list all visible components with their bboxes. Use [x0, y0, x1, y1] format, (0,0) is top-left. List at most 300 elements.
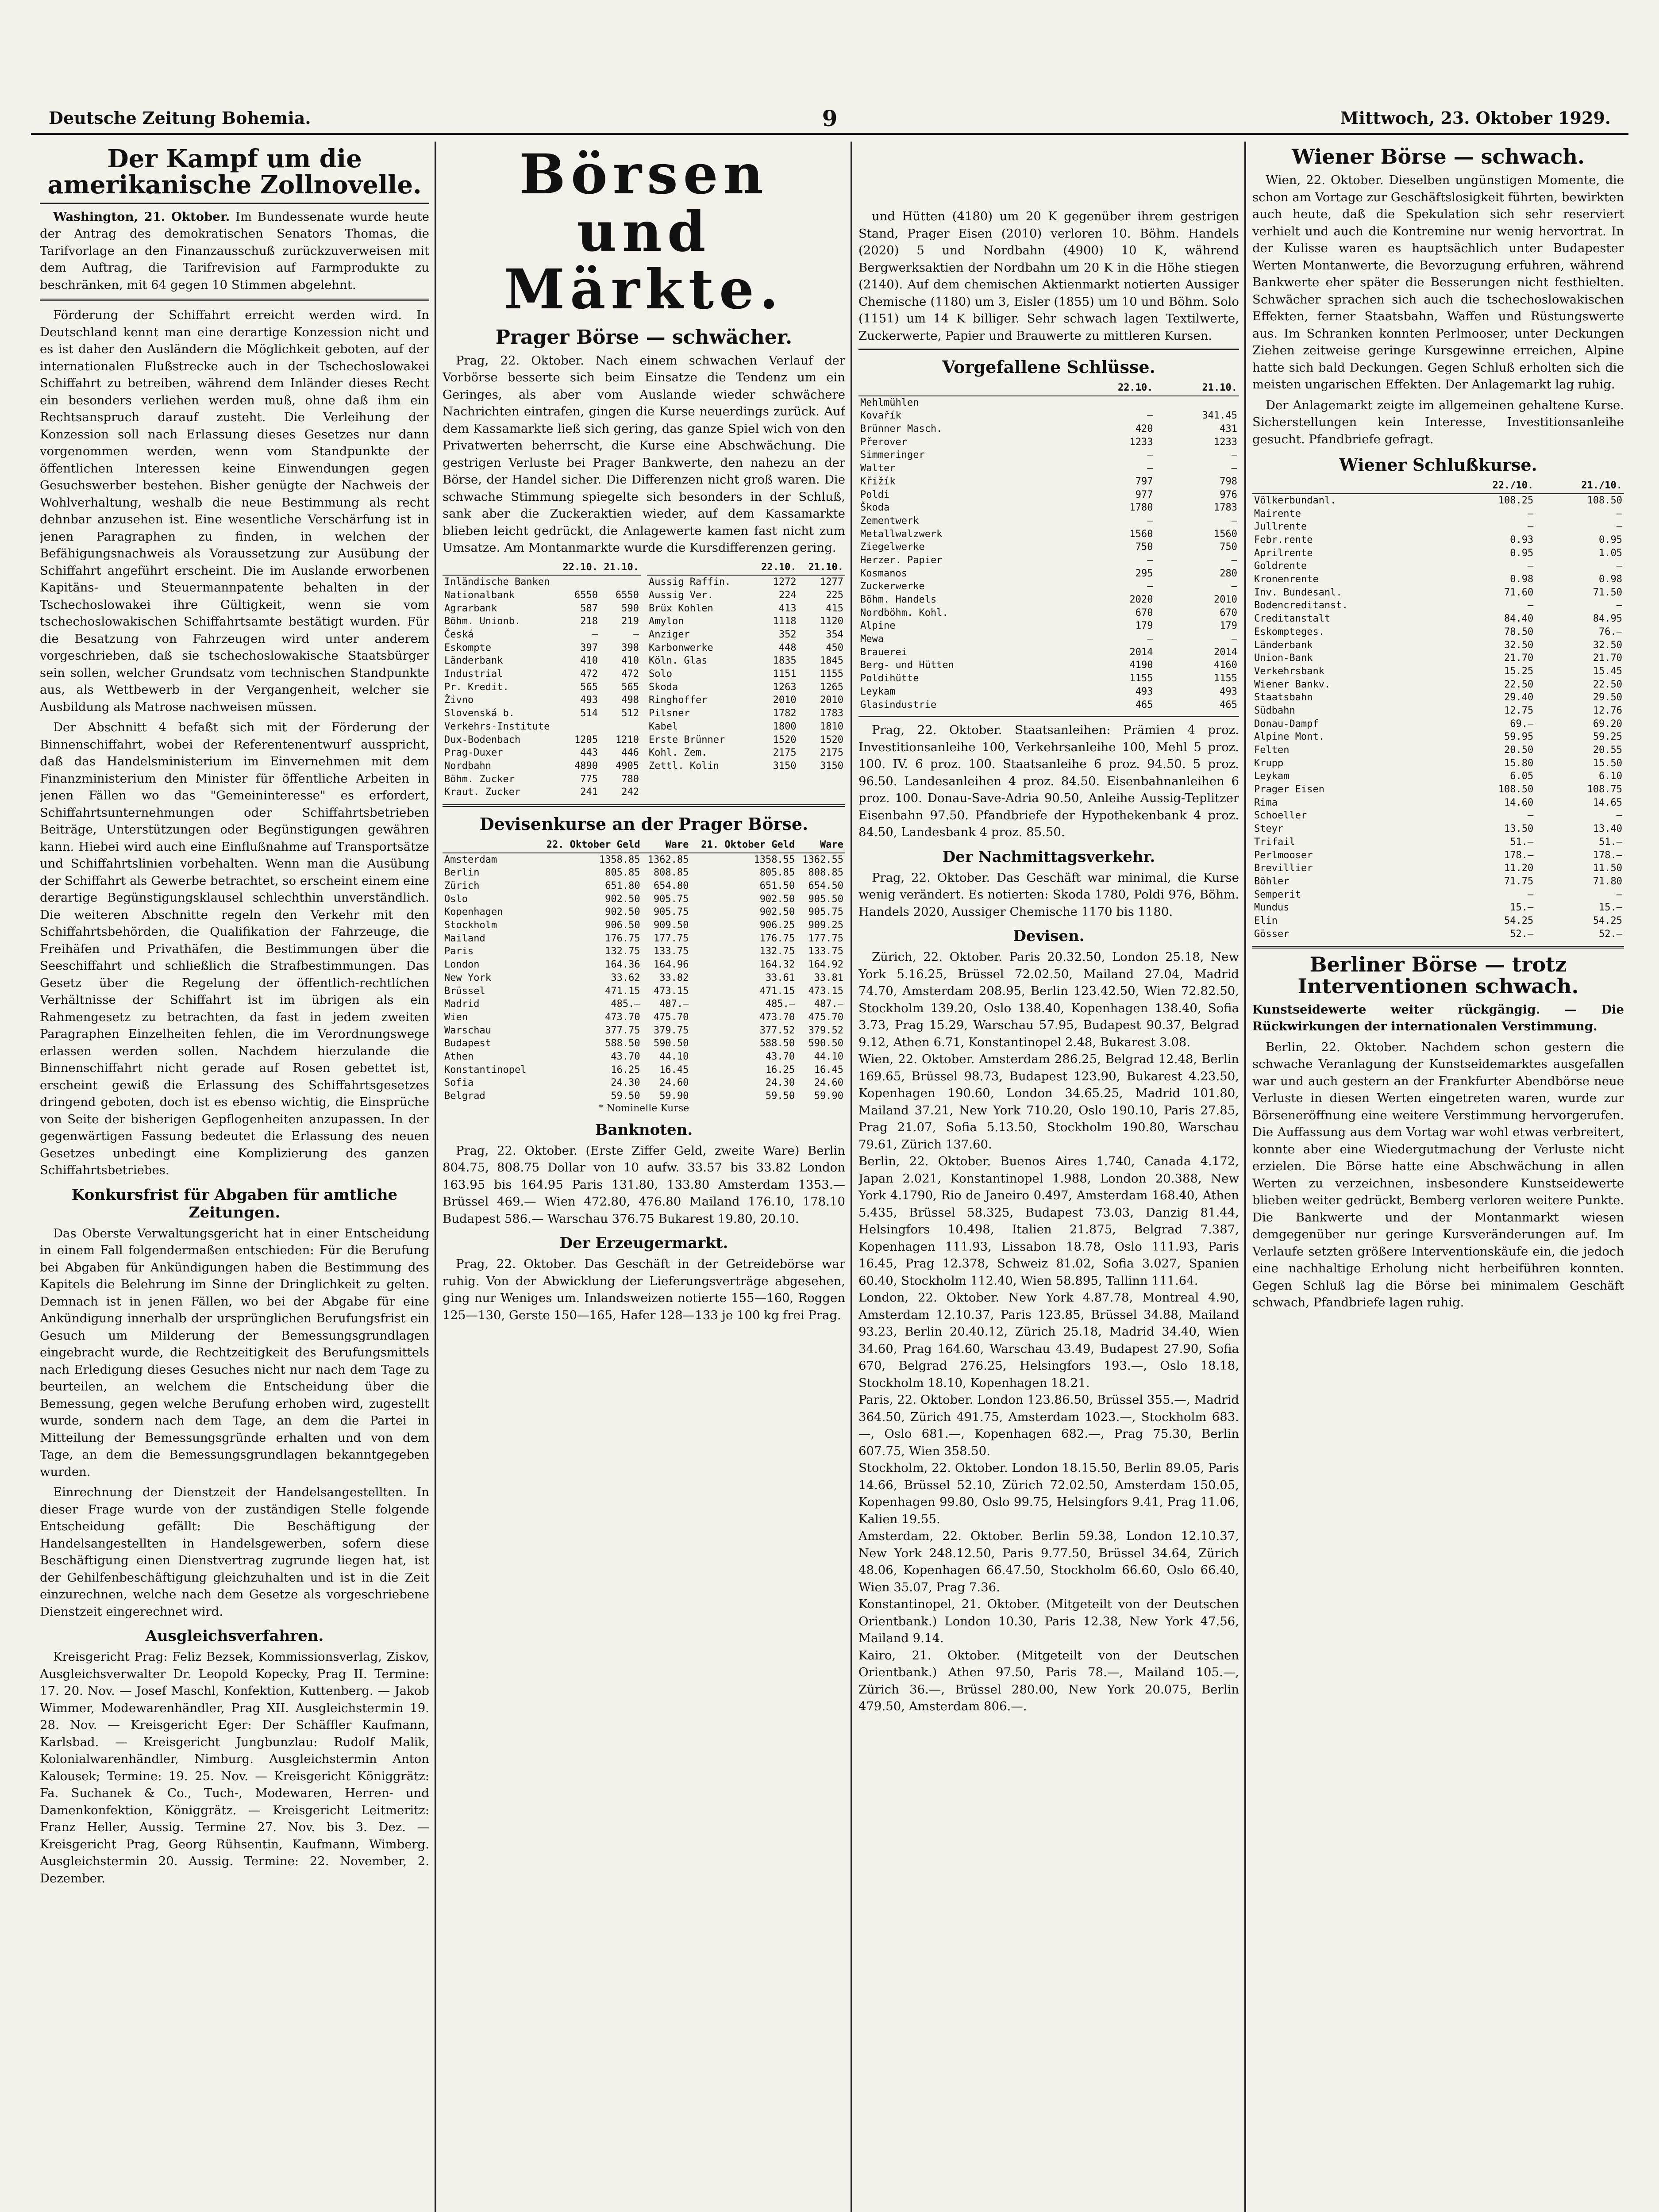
berlin-headline: Berliner Börse — trotz Interventionen schwach.: [1297, 952, 1579, 998]
table-cell: 1233: [1129, 436, 1153, 448]
table-row: [1252, 678, 1624, 691]
table-cell: 2014: [1214, 646, 1237, 658]
table-cell: 84.95: [1593, 613, 1622, 625]
table-cell: —: [1231, 634, 1237, 645]
table-cell: Staatsbahn: [1254, 692, 1313, 703]
table-cell: 178.—: [1593, 849, 1622, 861]
table-cell: 473.70: [605, 1011, 640, 1023]
table-cell: 1205: [574, 734, 598, 745]
table-cell: [558, 575, 600, 589]
table-cell: 0.98: [1510, 574, 1534, 585]
table-row: [1252, 652, 1624, 665]
table-cell: 6.05: [1510, 771, 1534, 782]
table-cell: Aussig Raffin.: [649, 576, 731, 588]
table-cell: 472: [580, 668, 598, 680]
table-cell: —: [1527, 508, 1534, 519]
table-cell: 471.15: [605, 985, 640, 997]
table-cell: 2014: [1129, 646, 1153, 658]
table-cell: 1151: [773, 668, 797, 680]
table-row: [443, 681, 641, 694]
column-rule: [435, 142, 436, 2212]
table-cell: Zuckerwerke: [860, 581, 925, 592]
table-cell: —: [592, 629, 598, 640]
table-cell: 178.—: [1504, 849, 1534, 861]
table-row: [443, 615, 641, 628]
afternoon-title: Der Nachmittagsverkehr.: [942, 848, 1155, 866]
banknotes-text: Prag, 22. Oktober. (Erste Ziffer Geld, zweite Ware) Berlin 804.75, 808.75 Dollar von 10 aufw. 33.57 bis 33.82 London 163.95 bis 164.95 Paris 131.80, 133.80 Amsterdam 1353.— Brüssel 469.— Wien 472.80, 476.80 Mailand 176.10, 178.10 Budapest 586.— Warschau 376.75 Bukarest 19.80, 20.10.: [443, 1143, 845, 1226]
table-cell: 33.61: [765, 972, 795, 983]
table-cell: Creditanstalt: [1254, 613, 1331, 625]
table-cell: 59.50: [611, 1091, 640, 1102]
table-header: [858, 380, 1070, 396]
table-cell: 485.—: [765, 998, 795, 1010]
table-cell: 179: [1135, 620, 1153, 632]
table-cell: Steyr: [1254, 823, 1284, 835]
table-cell: 32.50: [1593, 639, 1622, 651]
table-cell: Eskompteges.: [1254, 626, 1324, 637]
table-row: [1252, 862, 1624, 875]
table-cell: Eskompte: [444, 642, 491, 653]
table-cell: 71.75: [1504, 876, 1534, 887]
table-row: [1252, 534, 1624, 547]
table-row: [1252, 507, 1624, 521]
table-row: [647, 733, 845, 747]
table-cell: 805.85: [759, 867, 795, 879]
table-cell: Febr.rente: [1254, 534, 1313, 546]
table-header: [443, 837, 536, 853]
table-cell: 16.25: [765, 1064, 795, 1075]
table-cell: 354: [826, 629, 843, 640]
page-number: 9: [822, 105, 838, 131]
table-row: [647, 746, 845, 760]
berlin-subhead: Kunstseidewerte weiter rückgängig. — Die Rückwirkungen der internationalen Verstimmung.: [1252, 1002, 1624, 1034]
table-cell: Wien: [444, 1011, 468, 1023]
table-cell: 1120: [820, 616, 843, 627]
table-row: [443, 879, 845, 893]
table-cell: Elin: [1254, 915, 1278, 926]
berlin-text: Berlin, 22. Oktober. Nachdem schon gestern die schwache Veranlagung der Kunstseidemarktes ausgefallen war und auch gestern an der Frankfurter Abendbörse neue Verluste in diesen Werten eingetreten waren, wurde zur Börseneröffnung eine weitere Verstimmung hervorgerufen. Die Auffassung aus dem Vortag war wohl etwas verbreitert, konnte aber eine Wiedergutmachung der Verluste nicht erzielen. Die Börse hatte eine Abschwächung in allen Werten zu verzeichnen, insbesondere Kunstseidewerte blieben weiter gedrückt, Bemberg verloren weitere Punkte. Die Bankwerte und der Montanmarkt wiesen demgegenüber nur geringe Kursveränderungen auf. Im Verlaufe setzten größere Interventionskäufe ein, die jedoch eine nachhaltige Erholung nicht herbeiführen konnten. Gegen Schluß lag die Börse bei minimalem Geschäft schwach, Pfandbriefe lagen ruhig.: [1252, 1040, 1624, 1310]
table-cell: 905.75: [653, 893, 689, 905]
table-cell: 59.90: [659, 1091, 689, 1102]
table-cell: 219: [621, 616, 639, 627]
table-cell: 44.10: [659, 1051, 689, 1062]
table-cell: 32.50: [1504, 639, 1534, 651]
table-cell: 1155: [1214, 673, 1237, 684]
table-cell: Metallwalzwerk: [860, 528, 943, 540]
table-cell: 431: [1220, 423, 1237, 435]
table-cell: Verkehrs-Institute: [444, 721, 550, 732]
table-cell: 352: [778, 629, 797, 640]
table-row: [1252, 796, 1624, 810]
table-cell: 472: [621, 668, 639, 680]
table-cell: —: [1616, 600, 1622, 611]
table-cell: 4190: [1129, 660, 1153, 671]
table-cell: 2010: [773, 695, 797, 706]
table-cell: 565: [580, 681, 598, 693]
table-cell: 78.50: [1504, 626, 1534, 637]
table-cell: —: [1616, 889, 1622, 900]
table-cell: Zürich: [444, 880, 480, 891]
table-cell: 780: [621, 773, 639, 785]
table-cell: —: [1147, 634, 1153, 645]
table-cell: 377.52: [759, 1025, 795, 1036]
table-cell: Mailand: [444, 933, 485, 944]
table-row: [1252, 691, 1624, 704]
wien-text: Wien, 22. Oktober. Dieselben ungünstigen Momente, die schon am Vortage zur Geschäftslosigkeit führten, bewirkten auch heute, daß die Spekulation sich sehr reserviert verhielt und auch die Kontremine nur wenig hervortrat. In der Kulisse waren es hauptsächlich unter Budapester Werten Montanwerte, die Bevorzugung erfuhren, während Bankwerte eher später die Besserungen nicht festhielten. Schwächer sprachen sich auch die tschechoslowakischen Effekten, ferner Staatsbahn, Waffen und Rüstungswerte aus. Im Schranken konnten Perlmooser, unter Deckungen Ziehen zeitweise geringe Kursgewinne erreichen, Alpine hatte sich bald Deckungen. Gegen Schluß erholten sich die meisten ungarischen Effekten. Der Anlagemarkt lag ruhig.: [1252, 173, 1624, 392]
table-cell: Athen: [444, 1051, 474, 1062]
table-cell: 218: [580, 616, 598, 627]
table-header: [1252, 478, 1446, 494]
table-cell: 33.81: [814, 972, 843, 983]
table-cell: 797: [1135, 476, 1153, 487]
table-cell: Anziger: [649, 629, 690, 640]
table-row: [443, 786, 641, 799]
table-row: [858, 619, 1239, 633]
table-cell: Köln. Glas: [649, 655, 708, 667]
table-row: [858, 633, 1239, 646]
table-row: [443, 853, 845, 867]
table-cell: 16.45: [659, 1064, 689, 1075]
notice-paragraph: Kreisgericht Prag: Feliz Bezsek, Kommissionsverlag, Ziskov, Ausgleichsverwalter Dr. Leopold Kopecky, Prag II. Termine: 17. 20. Nov. — Josef Maschl, Konfektion, Kuttenberg. — Jakob Wimmer, Modewarenhändler, Prag XII. Ausgleichstermin 19. 28. Nov. — Kreisgericht Eger: Der Schäffler Kaufmann, Karlsbad. — Kreisgericht Jungbunzlau: Rudolf Malik, Kolonialwarenhändler, Nimburg. Ausgleichstermin Anton Kalousek; Termine: 19. 25. Nov. — Kreisgericht Königgrätz: Fa. Suchanek & Co., Tuch-, Modewaren, Herren- und Damenkonfektion, Königgrätz. — Kreisgericht Leitmeritz: Franz Heller, Aussig. Termine 27. Nov. bis 3. Dez. — Kreisgericht Prag, Georg Rühsentin, Kaufmann, Wimberg. Ausgleichstermin 20. Aussig. Termine: 22. November, 2. Dezember.: [40, 1650, 429, 1886]
table-cell: 808.85: [808, 867, 843, 879]
table-cell: 6.10: [1599, 771, 1622, 782]
table-row: [443, 985, 845, 998]
table-row: [443, 602, 641, 615]
table-cell: —: [1527, 600, 1534, 611]
table-cell: London: [444, 959, 480, 971]
table-row: [443, 945, 845, 958]
table-cell: Böhm. Handels: [860, 594, 937, 605]
table-cell: Jullrente: [1254, 521, 1307, 533]
table-cell: 977: [1135, 489, 1153, 500]
table-row: [858, 449, 1239, 462]
table-header: 21.10.: [600, 560, 641, 576]
table-cell: Brüx Kohlen: [649, 603, 713, 614]
table-cell: —: [1527, 810, 1534, 822]
table-cell: 108.75: [1587, 784, 1622, 795]
table-cell: Česká: [444, 629, 474, 640]
table-cell: Solo: [649, 668, 672, 680]
table-row: [443, 668, 641, 681]
table-cell: 446: [621, 747, 639, 759]
table-cell: Südbahn: [1254, 705, 1295, 716]
table-row: [1252, 573, 1624, 586]
fx-title: Devisen.: [1013, 927, 1085, 945]
table-cell: 587: [580, 603, 598, 614]
table-row: [443, 1050, 845, 1064]
table-cell: Kabel: [649, 721, 678, 732]
table-cell: 487.—: [814, 998, 843, 1010]
table-cell: Berlin: [444, 867, 480, 879]
table-cell: 1358.85: [599, 854, 640, 865]
table-cell: 1362.85: [647, 854, 689, 865]
table-cell: 176.75: [605, 933, 640, 944]
table-cell: Nationalbank: [444, 589, 515, 601]
table-cell: Donau-Dampf: [1254, 718, 1319, 730]
table-cell: 1520: [820, 734, 843, 745]
table-cell: 1210: [616, 734, 639, 745]
newspaper-page: [31, 31, 1628, 2212]
table-cell: 1782: [773, 708, 797, 719]
table-header: [443, 560, 558, 576]
table-header: 22./10.: [1446, 478, 1535, 494]
table-cell: [1070, 396, 1155, 410]
table-cell: 512: [621, 708, 639, 719]
table-cell: 11.20: [1504, 863, 1534, 874]
table-cell: —: [1616, 508, 1622, 519]
table-cell: 1265: [820, 681, 843, 693]
table-row: [1252, 520, 1624, 534]
table-cell: 410: [621, 655, 639, 667]
table-header: 22. Oktober Geld: [536, 837, 642, 853]
table-cell: 71.50: [1593, 587, 1622, 598]
devisen-title: Devisenkurse an der Prager Börse.: [479, 814, 808, 834]
table-cell: 14.65: [1593, 797, 1622, 808]
table-row: [858, 593, 1239, 607]
table-cell: Pilsner: [649, 708, 690, 719]
table-cell: 750: [1220, 541, 1237, 553]
table-cell: 1272: [773, 576, 797, 588]
section-headline: Börsen und Märkte.: [504, 142, 784, 322]
column-rule: [1244, 142, 1246, 2212]
table-cell: 1783: [1214, 502, 1237, 514]
table-header: 21./10.: [1535, 478, 1624, 494]
table-row: [647, 668, 845, 681]
table-cell: 475.70: [653, 1011, 689, 1023]
table-row: [443, 893, 845, 906]
table-cell: 1560: [1129, 528, 1153, 540]
table-cell: 164.32: [759, 959, 795, 971]
table-cell: Völkerbundanl.: [1254, 495, 1336, 506]
grain-text: Prag, 22. Oktober. Das Geschäft in der Getreidebörse war ruhig. Von der Abwicklung der Lieferungsverträge abgesehen, ging nur Weniges um. Inlandsweizen notierte 155—160, Roggen 125—130, Gerste 150—165, Hafer 128—133 je 100 kg frei Prag.: [443, 1257, 845, 1322]
table-cell: Simmeringer: [860, 449, 925, 461]
lead-text: Im Bundessenate wurde heute der Antrag des demokratischen Senators Thomas, die Tarifvorlage an den Finanzausschuß zurückzuverweisen mit dem Auftrag, die Tarifrevision auf Farmprodukte zu beschränken, mit 64 gegen 10 Stimmen abgelehnt.: [40, 209, 429, 292]
quotes-table-right: [647, 560, 845, 773]
table-cell: Zettl. Kolin: [649, 760, 719, 772]
table-cell: 133.75: [808, 946, 843, 957]
table-cell: 71.80: [1593, 876, 1622, 887]
article-headline: Der Kampf um die amerikanische Zollnovelle.: [47, 144, 422, 200]
table-cell: 1560: [1214, 528, 1237, 540]
table-row: [1252, 744, 1624, 757]
table-cell: 498: [621, 695, 639, 706]
table-cell: —: [1231, 581, 1237, 592]
table-cell: —: [1527, 889, 1534, 900]
table-row: [443, 866, 845, 879]
notice-paragraph: Einrechnung der Dienstzeit der Handelsangestellten. In dieser Frage wurde von der zuständigen Stelle folgende Entscheidung gefällt: Die Beschäftigung der Handelsangestellten in Handelsgewerben, sofern diese Beschäftigung einen Dienstvertrag zugrunde liegen hat, ist der Gehilfenbeschäftigung gleichzuhalten und ist in die Zeit einzurechnen, welche nach dem Gesetze als vorgeschriebene Dienstzeit eingerechnet wird.: [40, 1485, 429, 1619]
article-paragraph: Förderung der Schiffahrt erreicht werden wird. In Deutschland kennt man eine derartige Konzession nicht und es ist daher den Ausländern die Möglichkeit geboten, auf der internationalen Flußstrecke auch in der Tschechoslowakei Schiffahrt zu betreiben, während dem Inländer dieses Recht ein besonders verliehen werden muß, ohne daß ihm ein Rechtsanspruch darauf zusteht. Die Verleihung der Konzession soll nach Erlassung dieses Gesetzes nur dann vorgenommen werden, wenn vom Standpunkte der öffentlichen Interessen keine Einwendungen gegen Gesuchswerber bestehen. Bisher genügte der Nachweis der Wohlverhaltung, weshalb die neue Bestimmung als recht dehnbar anzusehen ist. Eine wesentliche Verschärfung ist in jenen Paragraphen zu finden, in welchen der Befähigungsnachweis als Voraussetzung zur Ausübung der Schiffahrt angeführt erscheint. Die im Auslande erworbenen Kapitäns- und Steuermannpatente behalten in der Tschechoslowakei ihre Gültigkeit, wenn sie vom tschechoslowakischen Schiffahrtsamte bestätigt wurden. Für die Besatzung von Fahrzeugen wird unter anderem vorgeschrieben, daß sie tschechoslowakische Staatsbürger sein sollen, welcher Grundsatz vom technischen Standpunkte aus, als Wettbewerb in der Vergangenheit, welcher sie Ausbildung als Matrose nachweisen müssen.: [40, 308, 429, 714]
table-cell: Ziegelwerke: [860, 541, 925, 553]
table-row: [647, 641, 845, 655]
table-row: [1252, 547, 1624, 560]
table-cell: —: [1231, 515, 1237, 526]
table-header: 21.10.: [1155, 380, 1239, 396]
table-cell: 493: [580, 695, 598, 706]
notice-title: Ausgleichsverfahren.: [145, 1627, 324, 1645]
wien-note: Der Anlagemarkt zeigte im allgemeinen gehaltene Kurse. Sicherstellungen kein Interesse, Investitionsanleihe gesucht. Pfandbriefe gefragt.: [1252, 398, 1624, 446]
table-cell: 909.50: [653, 920, 689, 931]
table-cell: 2175: [820, 747, 843, 759]
table-cell: Belgrad: [444, 1091, 485, 1102]
table-cell: Alpine Mont.: [1254, 731, 1324, 743]
table-cell: 108.50: [1498, 784, 1534, 795]
schluesse-table: [858, 380, 1239, 711]
table-cell: Union-Bank: [1254, 653, 1313, 664]
table-cell: —: [1527, 521, 1534, 533]
table-cell: Nordböhm. Kohl.: [860, 607, 948, 618]
table-row: [443, 575, 641, 589]
table-cell: [558, 720, 600, 733]
table-cell: 905.75: [808, 906, 843, 918]
table-cell: Warschau: [444, 1025, 491, 1036]
table-cell: Felten: [1254, 745, 1289, 756]
table-cell: 415: [826, 603, 843, 614]
table-row: [858, 646, 1239, 659]
table-cell: Stockholm: [444, 920, 497, 931]
column-rule: [851, 142, 852, 2212]
table-cell: 13.40: [1593, 823, 1622, 835]
table-cell: Amylon: [649, 616, 684, 627]
devisen-table: [443, 837, 845, 1103]
table-cell: 1835: [773, 655, 797, 667]
table-row: [858, 659, 1239, 672]
table-cell: Slovenská b.: [444, 708, 515, 719]
table-row: [443, 919, 845, 932]
column-wien-berlin: [1252, 142, 1624, 2212]
table-cell: Mewa: [860, 634, 884, 645]
table-cell: 654.50: [808, 880, 843, 891]
table-row: [858, 685, 1239, 699]
table-cell: 420: [1135, 423, 1153, 435]
table-cell: Nordbahn: [444, 760, 491, 772]
table-cell: 224: [778, 589, 797, 601]
table-cell: 132.75: [605, 946, 640, 957]
table-cell: 3150: [820, 760, 843, 772]
table-header: 21.10.: [798, 560, 845, 576]
table-cell: 906.25: [759, 920, 795, 931]
table-cell: 1520: [773, 734, 797, 745]
table-cell: Schoeller: [1254, 810, 1307, 822]
table-cell: 341.45: [1202, 410, 1237, 422]
table-row: [858, 528, 1239, 541]
table-cell: —: [1147, 581, 1153, 592]
table-row: [647, 589, 845, 602]
afternoon-text: Prag, 22. Oktober. Das Geschäft war minimal, die Kurse wenig verändert. Es notierten: Skoda 1780, Poldi 976, Böhm. Handels 2020, Aussiger Chemische 1170 bis 1180.: [858, 870, 1239, 919]
masthead-title: Deutsche Zeitung Bohemia.: [49, 108, 311, 128]
table-cell: 20.55: [1593, 745, 1622, 756]
table-cell: Länderbank: [1254, 639, 1313, 651]
table-header: 22.10.: [1070, 380, 1155, 396]
table-row: [858, 515, 1239, 528]
table-cell: Kraut. Zucker: [444, 787, 521, 798]
table-row: [443, 760, 641, 773]
table-row: [858, 580, 1239, 593]
banknotes-title: Banknoten.: [595, 1121, 693, 1139]
table-cell: 2010: [1214, 594, 1237, 605]
table-cell: 902.50: [759, 906, 795, 918]
table-cell: 514: [580, 708, 598, 719]
table-cell: —: [1231, 554, 1237, 566]
table-cell: 1362.55: [802, 854, 843, 865]
table-cell: 24.30: [611, 1077, 640, 1089]
table-cell: 443: [580, 747, 598, 759]
table-row: [647, 602, 845, 615]
table-row: [1252, 836, 1624, 849]
wien-quotes-table: [1252, 478, 1624, 941]
table-row: [858, 462, 1239, 475]
table-cell: Leykam: [860, 686, 896, 697]
table-cell: 590.50: [808, 1038, 843, 1049]
table-cell: Erste Brünner: [649, 734, 725, 745]
table-row: [1252, 665, 1624, 678]
table-header: [647, 560, 751, 576]
table-cell: 12.76: [1593, 705, 1622, 716]
table-header: Ware: [642, 837, 691, 853]
issue-date: Mittwoch, 23. Oktober 1929.: [1340, 108, 1611, 128]
table-cell: Poldihütte: [860, 673, 919, 684]
table-cell: 280: [1220, 568, 1237, 579]
table-cell: Prag-Duxer: [444, 747, 503, 759]
table-cell: [600, 575, 641, 589]
table-cell: 905.50: [808, 893, 843, 905]
table-cell: —: [1616, 561, 1622, 572]
table-cell: Brünner Masch.: [860, 423, 943, 435]
table-cell: —: [1147, 449, 1153, 461]
table-cell: 2020: [1129, 594, 1153, 605]
table-cell: 4905: [616, 760, 639, 772]
table-cell: 225: [826, 589, 843, 601]
market-text: und Hütten (4180) um 20 K gegenüber ihrem gestrigen Stand, Prager Eisen (2010) verloren 10. Böhm. Handels (2020) 5 und Nordbahn (4900) 10 K, während Bergwerksaktien der Nordbahn um 20 K in die Höhe stiegen (2140). Auf dem chemischen Aktienmarkt notierten Aussiger Chemische (1180) um 3, Eisler (1855) um 10 und Böhm. Solo (1151) um 14 K billiger. Sehr schwach lagen Textilwerte, Zuckerwerte, Papier und Brauwerte zu mittleren Kursen.: [858, 209, 1239, 343]
table-cell: Bodencreditanst.: [1254, 600, 1348, 611]
dateline: Washington, 21. Oktober.: [53, 209, 230, 224]
table-cell: 902.50: [605, 893, 640, 905]
table-cell: 588.50: [759, 1038, 795, 1049]
table-cell: —: [1147, 463, 1153, 474]
table-cell: Dux-Bodenbach: [444, 734, 521, 745]
table-cell: 24.30: [765, 1077, 795, 1089]
table-cell: Walter: [860, 463, 896, 474]
table-cell: 21.70: [1504, 653, 1534, 664]
table-cell: 108.50: [1587, 495, 1622, 506]
table-row: [647, 694, 845, 707]
table-row: [647, 707, 845, 720]
table-row: [443, 1090, 845, 1103]
table-cell: 1783: [820, 708, 843, 719]
table-row: [647, 575, 845, 589]
table-cell: Länderbank: [444, 655, 503, 667]
column-zollnovelle: [40, 142, 429, 2212]
table-cell: Madrid: [444, 998, 480, 1010]
table-row: [443, 589, 641, 602]
table-row: [1252, 560, 1624, 573]
table-cell: 0.98: [1599, 574, 1622, 585]
table-row: [858, 396, 1239, 410]
table-cell: New York: [444, 972, 491, 983]
table-cell: Glasindustrie: [860, 699, 937, 710]
table-row: [1252, 718, 1624, 731]
table-cell: 1233: [1214, 436, 1237, 448]
table-row: [1252, 757, 1624, 770]
table-cell: 15.—: [1510, 902, 1534, 914]
table-cell: Böhm. Zucker: [444, 773, 515, 785]
table-row: [1252, 822, 1624, 836]
table-row: [443, 998, 845, 1011]
table-cell: 84.40: [1504, 613, 1534, 625]
table-cell: 902.50: [759, 893, 795, 905]
table-cell: Krupp: [1254, 757, 1284, 769]
table-cell: 16.45: [814, 1064, 843, 1075]
table-cell: —: [1147, 554, 1153, 566]
